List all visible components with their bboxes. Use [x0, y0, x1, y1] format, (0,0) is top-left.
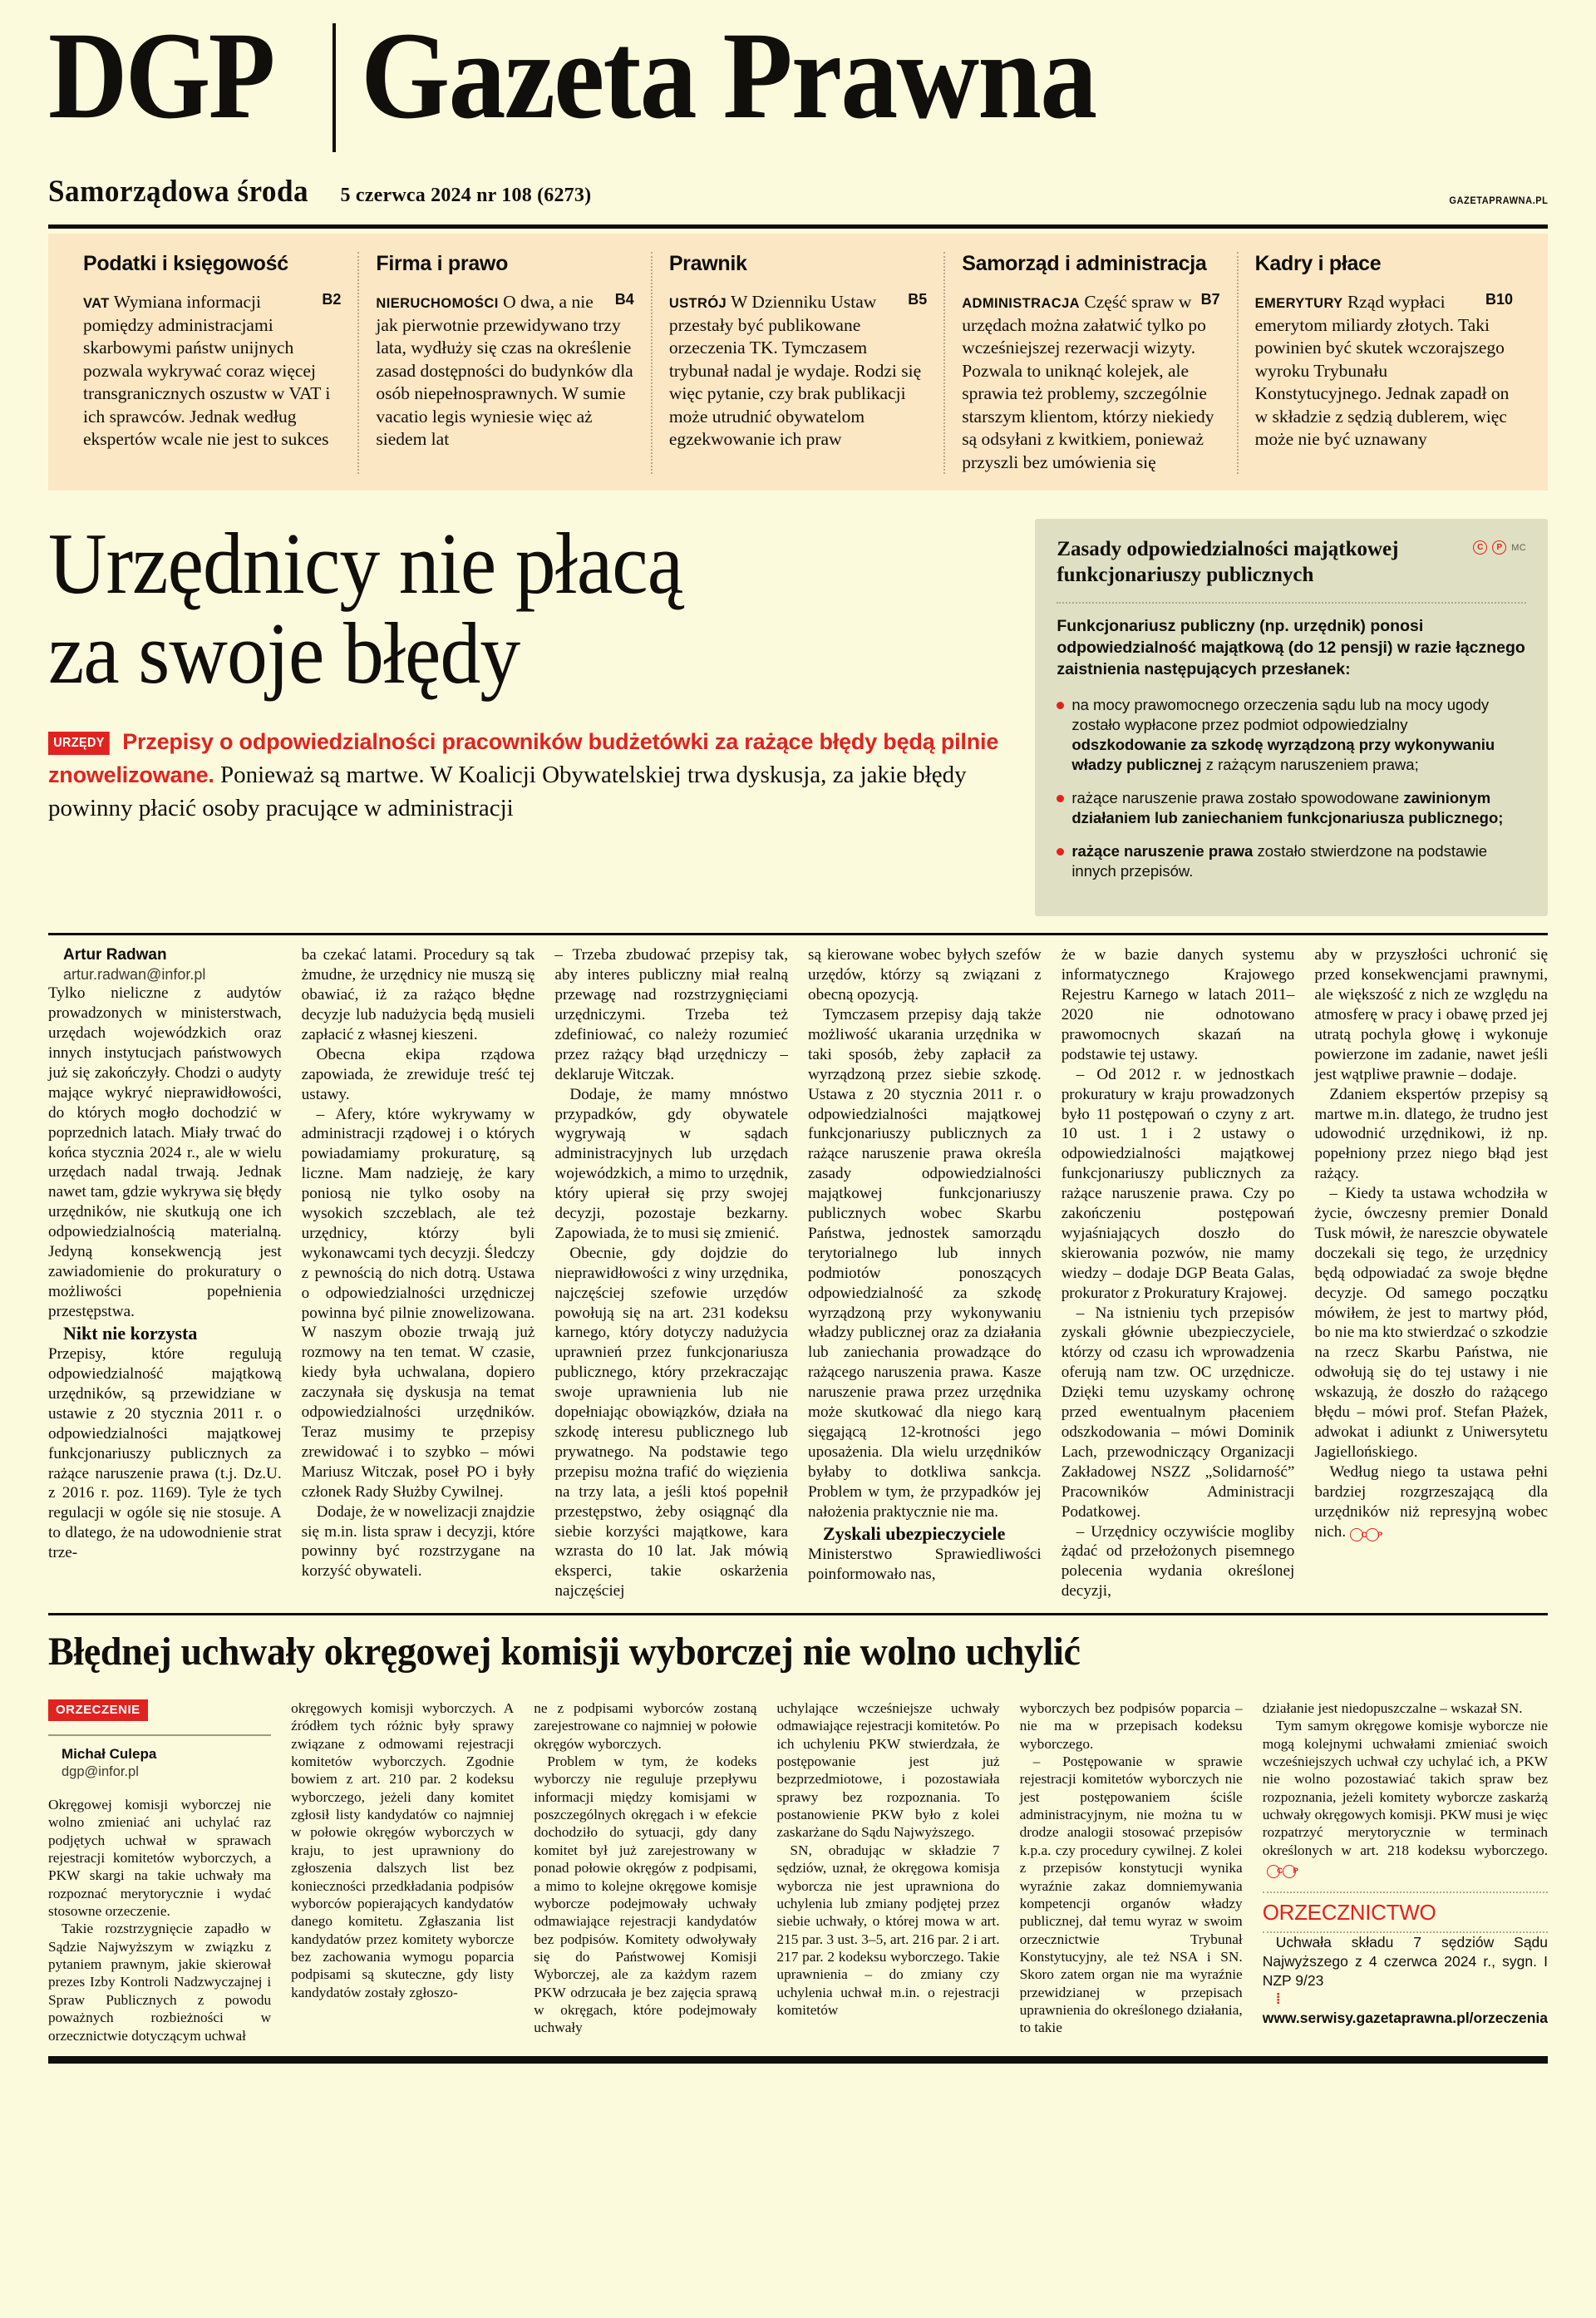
article2-top-rule — [48, 1613, 1548, 1615]
item-text-part2: zostało stwierdzone na podstawie innych przepisów. — [1071, 842, 1488, 880]
paragraph: Tymczasem przepisy dają także możliwość ukarania urzędnika w taki sposób, żeby zapłacił za wyrządzoną przez siebie szkodę. Ustawa z 20 stycznia 2011 r. o odpowiedzialności majątkowej funkcjonariuszy publicznych za rażące naruszenie prawa określa zasady odpowiedzialności majątkowej funkcjonariuszy publicznych wobec Skarbu Państwa, jednostek samorządu terytorialnego lub innych podmiotów ponoszących odpowiedzialność za szkodę wyrządzoną przy wykonywaniu władzy publicznej oraz za działania lub zaniechania prowadzące do rażącego naruszenia prawa. Kasze naruszenie prawa przez urzędnika może skutkować dla niego karą sięgającą 12-krotności jego uposażenia. Dla wielu urzędników byłaby to dotkliwa sankcja. Problem w tym, że przypadków jej nałożenia praktycznie nie ma. — [808, 1005, 1042, 1521]
teaser-body — [1255, 291, 1513, 451]
article1-subheading: Zyskali ubezpieczyciele — [823, 1522, 1006, 1544]
paragraph: – Urzędnicy oczywiście mogliby żądać od przełożonych pisemnego polecenia wydania określonej decyzji, — [1061, 1522, 1295, 1600]
paragraph: – Na istnieniu tych przepisów zyskali głównie ubezpieczyciele, którzy od czasu ich wprowadzenia oferują nam tzw. OC urzędnicze. Dzięki temu uzyskamy ochronę przed ewentualnym płaceniem odszkodowania – mówi Dominik Lach, przewodniczący Organizacji Zakładowej NSZZ „Solidarność” Pracowników Administracji Podatkowej. — [1061, 1304, 1295, 1521]
paragraph: – Postępowanie w sprawie rejestracji komitetów wyborczych nie jest postępowaniem ściśle administracyjnym, nie można tu w drodze analogii stosować przepisów k.p.a. czy procedury cywilnej. Z kolei z przepisów konstytucji wynika wyraźnie zakaz domniemywania kompetencji organów władzy publicznej, dał temu wyraz w swoim orzecznictwie Trybunał Konstytucyjny, ale też NSA i SN. Skoro zatem organ nie ma wyraźnie przewidzianej w przepisach uprawnienia do określonego działania, to takie — [1019, 1753, 1243, 2036]
teaser-kadry[interactable] — [1237, 252, 1530, 474]
teaser-text: Wymiana informacji pomiędzy administracjami skarbowymi państw unijnych pozwala wykrywać coraz więcej transgranicznych oszustw w VAT i ich sprawców. Jednak według ekspertów wcale nie jest to sukces — [83, 292, 331, 450]
paragraph: wyborczych bez podpisów poparcia – nie ma w przepisach kodeksu wyborczego. — [1019, 1699, 1243, 1752]
headline-line-2: za swoje błędy — [48, 604, 520, 703]
copyright-mark — [1473, 537, 1526, 555]
infobox-list-item — [1057, 788, 1526, 828]
paragraph-text: Według niego ta ustawa pełni bardziej rozgrzeszającą dla urzędników niż represyjną wobec nich. — [1314, 1462, 1549, 1541]
infobox-header — [1057, 537, 1526, 588]
infobox-item-text — [1071, 695, 1526, 775]
infobox-list-item — [1057, 695, 1526, 775]
teaser-body — [962, 291, 1219, 474]
article2-column-3 — [534, 1699, 776, 2044]
headline-line-1: Urzędnicy nie płacą — [48, 515, 683, 613]
article2-columns — [48, 1699, 1548, 2044]
teaser-kicker: USTRÓJ — [668, 296, 727, 311]
case-law-link-text: www.serwisy.gazetaprawna.pl/orzeczenia — [1262, 2010, 1549, 2027]
teaser-body — [83, 291, 341, 451]
paragraph: Problem w tym, że kodeks wyborczy nie reguluje przepływu informacji między komisjami w poszczególnych okręgach i w efekcie dochodziło do sytuacji, gdy dany komitet był już zarejestrowany w ponad połowie okręgów z podpisami, a mimo to kolejne okręgowe komisje wyborcze podejmowały uchwały odmawiające rejestracji kandydatów bez podpisów. Komitety odwoływały się do Państwowej Komisji Wyborczej, ale za każdym razem PKW odrzucała je bez zajęcia sprawą w okręgach, które podejmowały uchwały — [534, 1753, 757, 2036]
article1-column-1 — [48, 945, 302, 1601]
paragraph: – Afery, które wykrywamy w administracji rządowej i o których powiadamiamy prokuraturę, są liczne. Mam nadzieję, że kary poniosą nie tylko osoby na wysokich szczeblach, ale też urzędnicy, którzy byli wykonawcami tych decyzji. Śledczy z pewnością do nich dotrą. Ustawa o odpowiedzialności urzędniczej powinna być pilnie znowelizowana. W naszym obozie trwają już rozmowy na ten temat. W czasie, kiedy była uchwalana, dopiero zaczynała się dyskusja na temat odpowiedzialności urzędników. Teraz musimy te przepisy zrewidować i to szybko – mówi Mariusz Witczak, poseł PO i były członek Rady Służby Cywilnej. — [301, 1105, 535, 1501]
teaser-section-title: Podatki i księgowość — [83, 252, 288, 275]
article2-column-5 — [1020, 1699, 1263, 2044]
paragraph: Obecnie, gdy dojdzie do nieprawidłowości z winy urzędnika, najczęściej szefowie urzędów powołują się na art. 231 kodeksu karnego, który dotyczy nadużycia uprawnień przez funkcjonariusza publicznego, który przekraczając swoje uprawnienia lub nie dopełniając obowiązków, działa na szkodę interesu publicznego lub prywatnego. Na podstawie tego przepisu można trafić do więzienia na trzy lata, a jeśli ktoś popełnił przestępstwo, żeby osiągnąć dla siebie korzyści majątkowe, kara wzrasta do 10 lat. Jak mówią eksperci, takie oskarżenia najczęściej — [554, 1244, 789, 1600]
byline-email[interactable]: dgp@infor.pl — [62, 1764, 139, 1780]
infobox-list-item — [1057, 841, 1526, 881]
item-text-part1: na mocy prawomocnego orzeczenia sądu lub na mocy ugody zostało wypłacone przez podmiot odpowiedzialny — [1071, 695, 1490, 733]
paragraph: – Od 2012 r. w jednostkach prokuratury w kraju prowadzonych było 11 postępowań o czyny z art. 10 ust. 1 i 2 ustawy o odpowiedzialności majątkowej funkcjonariuszy publicznych za rażące naruszenie prawa. Czy po zakończeniu postępowań wyjaśniających doszło do skierowania pozwów, nie mamy wiedzy – dodaje DGP Beata Galas, prokurator z Prokuratury Krajowej. — [1061, 1065, 1295, 1302]
teaser-kicker: NIERUCHOMOŚCI — [376, 296, 499, 311]
topic-tag-orzeczenie: ORZECZENIE — [48, 1699, 148, 1722]
byline-email[interactable]: artur.radwan@infor.pl — [63, 965, 206, 983]
bullet-icon — [1057, 795, 1064, 802]
paragraph: Dodaje, że w nowelizacji znajdzie się m.in. lista spraw i decyzji, które powinny być rozstrzygane na korzyść obywateli. — [301, 1502, 535, 1581]
brand-logo-dgp: DGP — [48, 7, 273, 145]
paragraph: – Kiedy ta ustawa wchodziła w życie, ówczesny premier Donald Tusk mówił, że nareszcie obywatele doczekali się tego, że urzędnicy będą odpowiadać za swoje błędne decyzje. Od samego początku mówiłem, że jest to martwy płód, bo nie ma kto stwierdzać o szkodzie na rzecz Skarbu Państwa, nie odwołują się do tej ustawy i nie wskazują, że doszło do rażącego błędu – mówi prof. Stefan Płażek, adwokat i adiunkt z Uniwersytetu Jagiellońskiego. — [1314, 1185, 1549, 1461]
item-text-part2: z rażącym naruszeniem prawa; — [1201, 756, 1419, 774]
case-law-link[interactable] — [1263, 1990, 1548, 2028]
paragraph: ne z podpisami wyborców zostaną zarejestrowane co najmniej w połowie okręgów wyborczych. — [534, 1699, 757, 1752]
teaser-firma[interactable] — [357, 252, 650, 474]
paragraph: są kierowane wobec byłych szefów urzędów, którzy są związani z obecną opozycją. — [808, 946, 1042, 1004]
paragraph: – Trzeba zbudować przepisy tak, aby interes publiczny miał realną przewagę nad rozstrzygnięciami urzędniczymi. Trzeba też zdefiniować, co należy rozumieć przez rażący błąd urzędniczy – deklaruje Witczak. — [554, 946, 789, 1083]
brand-logo-gazeta-prawna: Gazeta Prawna — [360, 7, 1096, 145]
copyright-c-icon: C — [1473, 540, 1487, 555]
infobox-item-text — [1071, 788, 1526, 828]
article1-column-4 — [808, 945, 1062, 1601]
main-deck — [48, 725, 1013, 825]
teaser-page-ref: B5 — [908, 291, 928, 308]
article2-column-2 — [291, 1699, 534, 2044]
lead-headline-block — [48, 515, 1035, 916]
article2-column-6 — [1263, 1699, 1548, 2044]
copyright-p-icon: P — [1492, 540, 1506, 555]
teaser-body — [376, 291, 633, 451]
infobox-intro: Funkcjonariusz publiczny (np. urzędnik) ponosi odpowiedzialność majątkową (do 12 pensji) w razie łącznego zaistnienia następujących przesłanek: — [1057, 617, 1525, 678]
byline-divider — [48, 1734, 271, 1736]
teaser-kicker: VAT — [83, 296, 110, 311]
masthead-divider — [332, 23, 336, 152]
masthead-rule — [48, 224, 1548, 229]
teaser-section-title: Firma i prawo — [376, 252, 509, 275]
paragraph-text: Tym samym okręgowe komisje wyborcze nie mogą kolejnymi uchwałami zmieniać swoich wcześniejszych uchwał czy uchylać ich, a PKW nie wolno pozostawiać takich spraw bez rozpoznania, jeżeli komitety wyborcze zaskarżą uchwały okręgowych komisji. PKW musi je więc rozpatrzyć merytorycznie w terminach określonych w art. 218 kodeksu wyborczego. — [1262, 1718, 1549, 1858]
paragraph: uchylające wcześniejsze uchwały odmawiające rejestracji komitetów. Po ich uchyleniu PKW stwierdzała, że postępowanie jest już bezprzedmiotowe, i pozostawiała sprawy bez rozpoznania. To postanowienie PKW było z kolei zaskarżane do Sądu Najwyższego. — [776, 1699, 1000, 1841]
copyright-c-icon: C — [1267, 1865, 1280, 1878]
link-bullet-icon: ⁞ — [1275, 1990, 1280, 2008]
topic-tag-urzedy: URZĘDY — [48, 732, 110, 755]
main-headline — [48, 515, 946, 703]
masthead — [48, 0, 1548, 152]
teaser-kicker: ADMINISTRACJA — [962, 296, 1081, 311]
article2-column-1 — [48, 1699, 291, 2044]
teaser-text: O dwa, a nie jak pierwotnie przewidywano trzy lata, wydłuży się czas na określenie zasad dostępności do budynków dla osób niepełnosprawnych. W sumie vacatio legis wyniesie więc aż siedem lat — [376, 292, 633, 450]
edition-label: Samorządowa środa — [48, 175, 309, 209]
article1-subheading: Nikt nie korzysta — [63, 1322, 198, 1344]
teaser-podatki[interactable] — [66, 252, 357, 474]
copyright-p-icon: P — [1366, 1528, 1379, 1541]
item-text-part1: rażące naruszenie prawa zostało spowodowane — [1071, 789, 1404, 807]
teaser-text: W Dzienniku Ustaw przestały być publikowane orzeczenia TK. Tymczasem trybunał nadal je wydaje. Rodzi się więc pytanie, czy brak publikacji może utrudnić obywatelom egzekwowanie ich praw — [668, 292, 922, 450]
teaser-body — [669, 291, 927, 451]
paragraph: Dodaje, że mamy mnóstwo przypadków, gdy obywatele wygrywają w sądach administracyjnych lub urzędach wojewódzkich, a mimo to urzędnik, który upierał się przy swojej decyzji, pozostaje bezkarny. Zapowiada, że to musi się zmienić. — [554, 1085, 789, 1242]
section-teaser-strip — [48, 234, 1548, 491]
teaser-samorzad[interactable] — [943, 252, 1236, 474]
paragraph: Zdaniem ekspertów przepisy są martwe m.in. dlatego, że trudno jest udowodnić urzędnikowi, iż np. popełniony przez niego błąd jest rażący. — [1314, 1085, 1549, 1183]
teaser-section-title: Samorząd i administracja — [962, 252, 1207, 275]
case-law-divider-top — [1263, 1891, 1548, 1893]
website-url: GAZETAPRAWNA.PL — [1448, 195, 1548, 206]
article1-column-5 — [1062, 945, 1315, 1601]
teaser-kicker: EMERYTURY — [1254, 296, 1343, 311]
paragraph: Przepisy, które regulują odpowiedzialność majątkową urzędników, są przewidziane w ustawie z 20 stycznia 2011 r. o odpowiedzialności majątkowej funkcjonariuszy publicznych za rażące naruszenie prawa (t.j. Dz.U. z 2016 r. poz. 1169). Tyle że tych regulacji w ogóle się nie stosuje. A to dlatego, że na udowodnienie strat trze- — [48, 1345, 282, 1562]
teaser-prawnik[interactable] — [651, 252, 943, 474]
paragraph: Okręgowej komisji wyborczej nie wolno zmieniać ani uchylać raz podjętych uchwał w sprawach rejestracji komitetów wyborczych, a PKW skargi na takie uchwały ma rozpoznać merytorycznie i wydać stosowne orzeczenie. — [48, 1796, 272, 1919]
byline-author: Artur Radwan — [63, 946, 167, 964]
teaser-section-title: Prawnik — [668, 252, 747, 275]
article1-column-3 — [554, 945, 808, 1601]
deck-rest: Ponieważ są martwe. W Koalicji Obywatelskiej trwa dyskusja, za jakie błędy powinny płacić osoby pracujące w administracji — [48, 762, 967, 822]
copyright-c-icon: C — [1350, 1528, 1363, 1541]
case-law-box — [1263, 1891, 1548, 2028]
dateline — [48, 174, 1548, 210]
lead-section — [48, 515, 1548, 916]
case-law-reference: Uchwała składu 7 sędziów Sądu Najwyższego z 4 czerwca 2024 r., sygn. I NZP 9/23 — [1262, 1934, 1549, 1989]
paragraph: aby w przyszłości uchronić się przed konsekwencjami prawnymi, ale większość z nich ze względu na atmosferę w pracy i obawę przed jej utratą pochyla głowę i wykonuje powierzone im zadanie, nawet jeśli jest wątpliwe prawnie – dodaje. — [1314, 946, 1549, 1083]
infobox-item-text — [1071, 841, 1526, 881]
paragraph: SN, obradując w składzie 7 sędziów, uznał, że okręgowa komisja wyborcza nie jest uprawniona do uchylenia lub zmiany podjętej przez siebie uchwały, o której mowa w art. 215 par. 3 ust. 3–5, art. 216 par. 2 i art. 217 par. 2 kodeksu wyborczego. Takie uprawnienia – do zmiany czy uchylenia uchwał m.in. o rejestracji komitetów — [776, 1842, 1000, 2019]
teaser-page-ref: B2 — [322, 291, 342, 308]
paragraph: ba czekać latami. Procedury są tak żmudne, że urzędnicy nie muszą się obawiać, iż za rażąco błędne decyzje lub nadużycia będą musieli zapłacić z własnej kieszeni. — [301, 946, 535, 1043]
teaser-page-ref: B7 — [1200, 291, 1220, 308]
article2-column-4 — [776, 1699, 1019, 2044]
paragraph — [1314, 1462, 1548, 1542]
infobox-responsibility-rules — [1035, 519, 1548, 916]
paragraph: Ministerstwo Sprawiedliwości poinformowało nas, — [808, 1545, 1042, 1583]
paragraph: Tylko nieliczne z audytów prowadzonych w ministerstwach, urzędach wojewódzkich oraz innych instytucjach państwowych już się zakończyły. Chodzi o audyty mające wykryć nieprawidłowości, do których mogło dochodzić w poprzednich latach. Miały trwać do końca stycznia 2024 r., ale w wielu urzędach nadal trwają. Jednak nawet tam, gdzie wykrywa się błędy urzędników, nie skutkują one ich odpowiedzialnością materialną. Jedyną konsekwencją jest zawiadomienie do prokuratury o możliwości popełnienia przestępstwa. — [48, 984, 282, 1320]
copyright-p-icon: P — [1283, 1865, 1296, 1878]
infobox-credit: MC — [1511, 542, 1526, 553]
paragraph: że w bazie danych systemu informatycznego Krajowego Rejestru Karnego w latach 2011–2020 nie odnotowano prawomocnych skazań na podstawie tej ustawy. — [1061, 946, 1295, 1063]
article1-columns — [48, 945, 1548, 1601]
teaser-section-title: Kadry i płace — [1254, 252, 1382, 275]
paragraph: Obecna ekipa rządowa zapowiada, że zrewiduje treść tej ustawy. — [301, 1045, 535, 1103]
infobox-divider — [1057, 602, 1526, 604]
paragraph — [1263, 1717, 1548, 1878]
infobox-title: Zasady odpowiedzialności majątkowej funkcjonariuszy publicznych — [1057, 538, 1399, 586]
end-mark — [1267, 1865, 1296, 1878]
byline-author: Michał Culepa — [62, 1746, 157, 1763]
article-top-rule — [48, 933, 1548, 935]
deck-highlight: Przepisy o odpowiedzialności pracowników budżetówki za rażące błędy będą pilnie znowelizowane. — [48, 729, 999, 788]
page-bottom-bar — [48, 2056, 1548, 2064]
item-text-bold: zawinionym działaniem lub zaniechaniem funkcjonariusza publicznego; — [1071, 789, 1504, 827]
article2-headline: Błędnej uchwały okręgowej komisji wyborczej nie wolno uchylić — [48, 1630, 1081, 1674]
case-law-title: ORZECZNICTWO — [1262, 1899, 1436, 1925]
article1-column-6 — [1314, 945, 1548, 1601]
teaser-text: Rząd wypłaci emerytom miliardy złotych. Taki powinien być skutek wczorajszego wyroku Trybunału Konstytucyjnego. Jednak zapadł on w składzie z sędzią dublerem, więc może nie być uznawany — [1254, 292, 1510, 450]
item-text-bold: rażące naruszenie prawa — [1071, 842, 1254, 861]
item-text-bold: odszkodowanie za szkodę wyrządzoną przy wykonywaniu władzy publicznej — [1071, 735, 1495, 774]
paragraph: okręgowych komisji wyborczych. A źródłem tych różnic były sprawy związane z odmowami rejestracji komitetów wyborczych. Zgodnie bowiem z art. 210 par. 2 kodeksu wyborczego, jeżeli dany komitet zgłosił listy kandydatów co najmniej w połowie okręgów wyborczych w kraju, to jest uprawniony do zgłoszenia dalszych list bez konieczności przedkładania podpisów wyborców popierających kandydatów danego komitetu. Zgłaszania list kandydatów przez komitety wyborcze bez zachowania wymogu poparcia podpisami są skuteczne, gdy listy kandydatów zostały zgłoszo- — [291, 1699, 515, 2000]
end-mark — [1350, 1528, 1383, 1541]
paragraph: Takie rozstrzygnięcie zapadło w Sądzie Najwyższym w związku z pytaniem prawnym, jakie skierował prezes Izby Kontroli Nadzwyczajnej i Spraw Publicznych z powodu poważnych rozbieżności w orzecznictwie dotyczącym uchwał — [48, 1921, 272, 2044]
bullet-icon — [1057, 702, 1064, 709]
teaser-text: Część spraw w urzędach można załatwić tylko po wcześniejszej rezerwacji wizyty. Pozwala to uniknąć kolejek, ale sprawia też problemy, szczególnie starszym klientom, którzy niekiedy są odsyłani z kwitkiem, ponieważ przyszli bez umówienia się — [962, 292, 1214, 472]
paragraph: działanie jest niedopuszczalne – wskazał SN. — [1262, 1699, 1523, 1716]
teaser-page-ref: B4 — [614, 291, 634, 308]
article1-column-2 — [302, 945, 555, 1601]
bullet-icon — [1057, 848, 1064, 856]
issue-date: 5 czerwca 2024 nr 108 (6273) — [340, 185, 592, 206]
teaser-page-ref: B10 — [1485, 291, 1514, 308]
